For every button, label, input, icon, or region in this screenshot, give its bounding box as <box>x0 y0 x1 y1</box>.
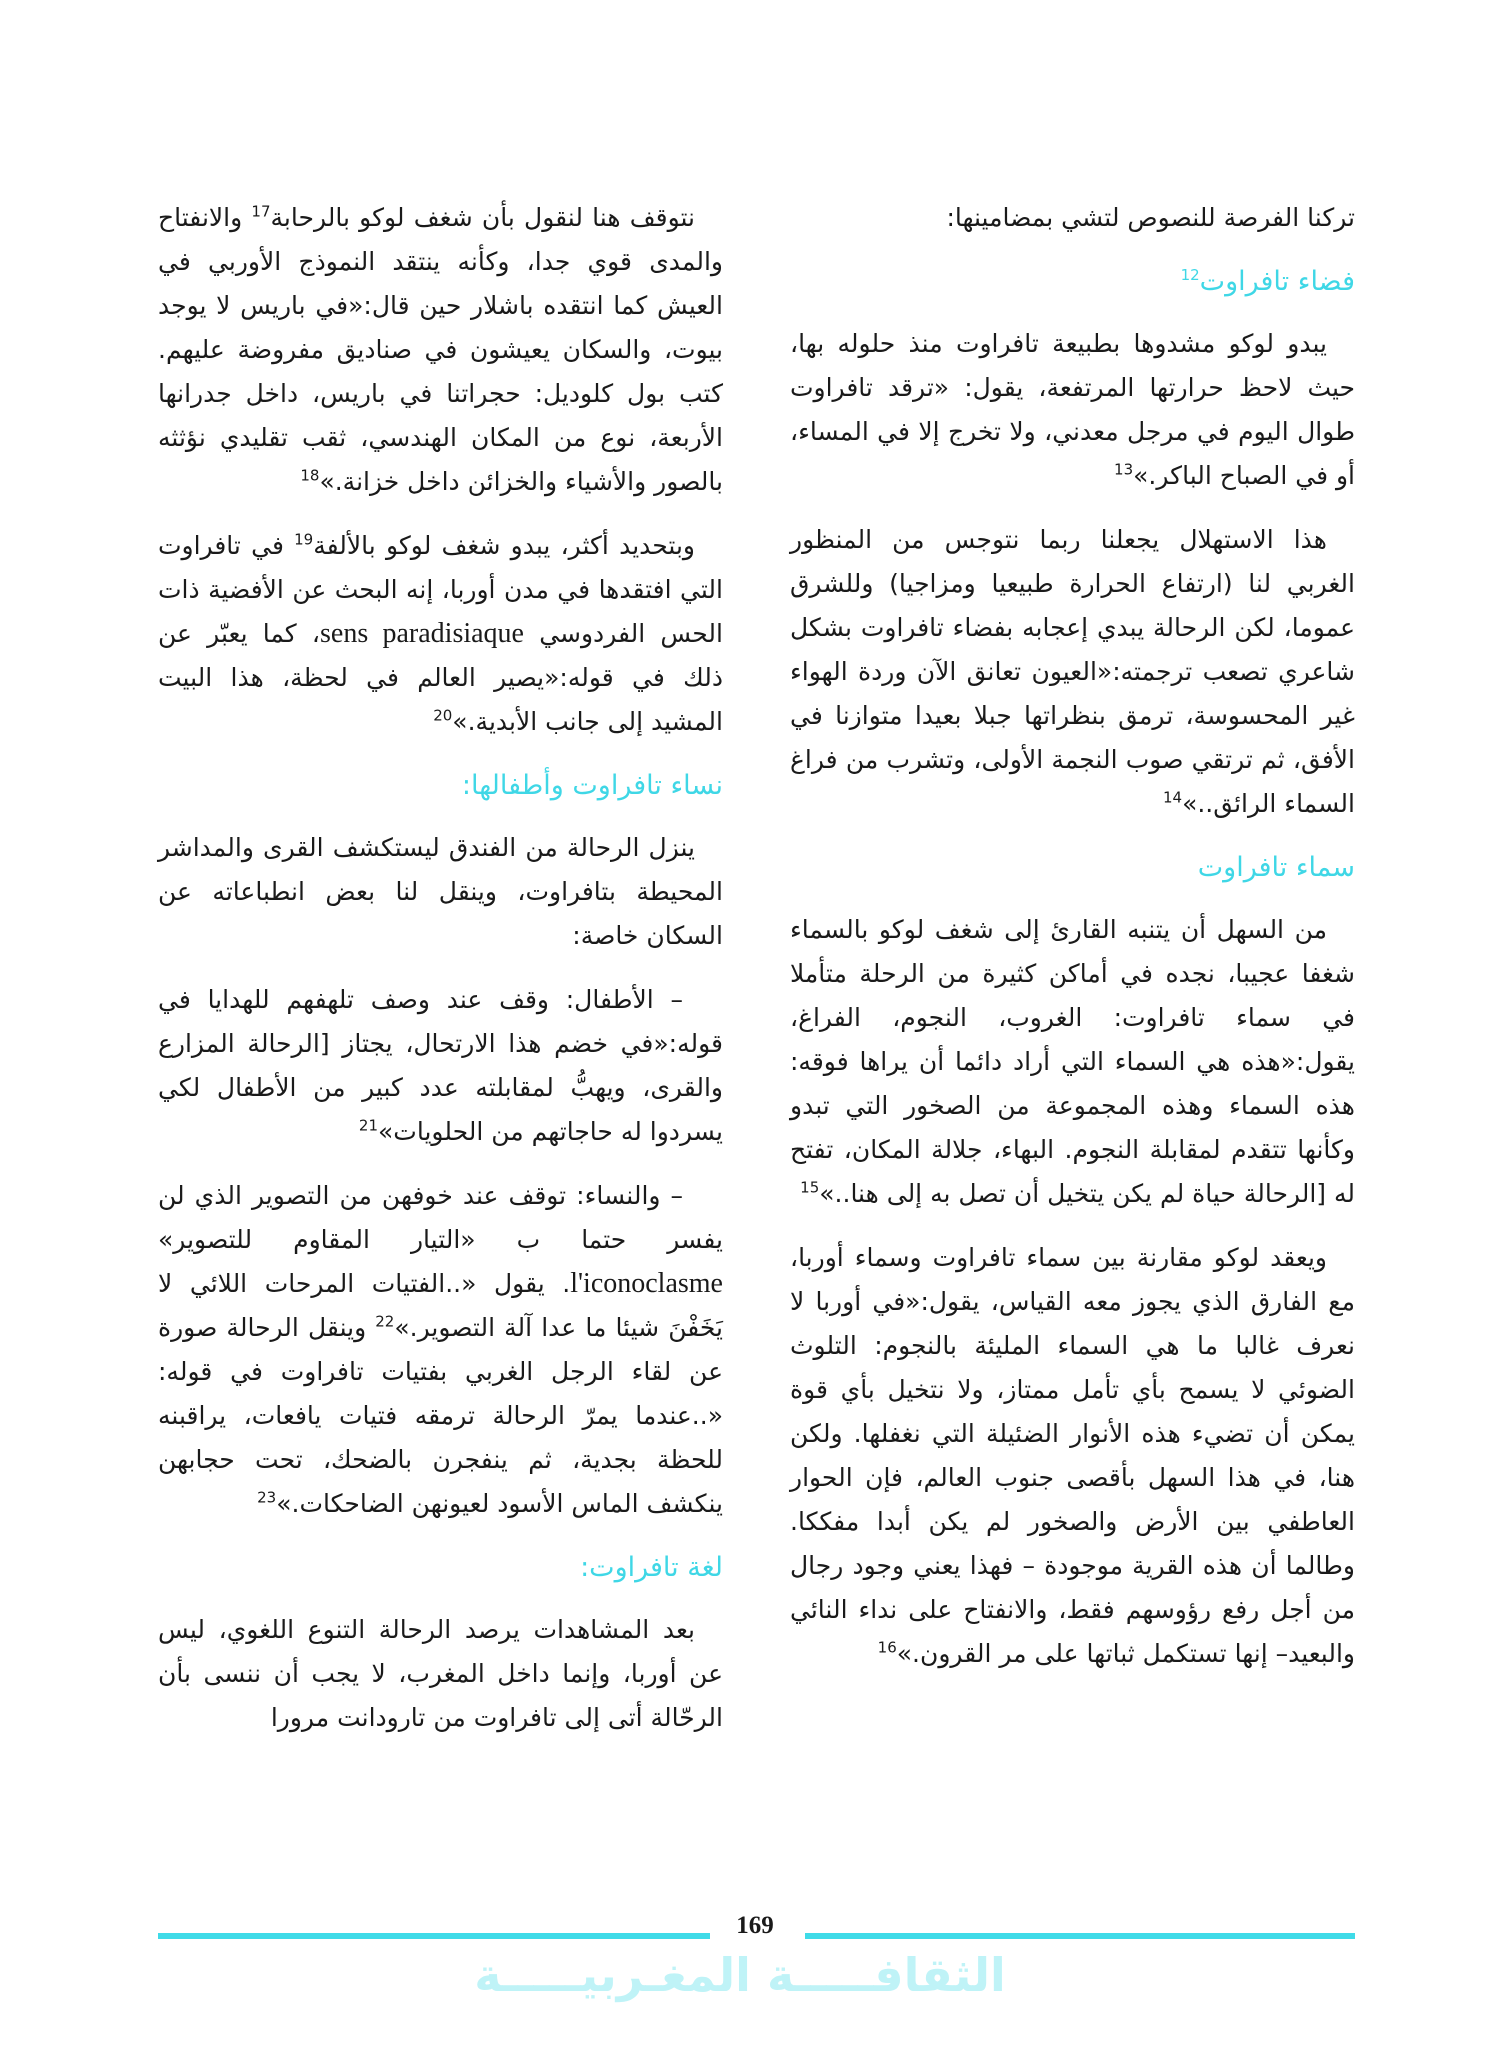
footnote-ref: 17 <box>251 202 271 221</box>
paragraph-text: في تافراوت التي افتقدها في مدن أوربا، إنه البحث عن الأفضية ذات الحس الفردوسي <box>158 531 723 648</box>
heading-text: سماء تافراوت <box>1197 852 1355 883</box>
footnote-ref: 21 <box>358 1116 378 1135</box>
heading-tafraout-sky <box>790 846 1355 890</box>
footer-rule-left <box>158 1933 710 1939</box>
intro-text: تركنا الفرصة للنصوص لتشي بمضامينها: <box>946 203 1355 232</box>
footnote-ref: 14 <box>1162 788 1183 807</box>
paragraph-text: من السهل أن يتنبه القارئ إلى شغف لوكو بالسماء شغفا عجيبا، نجده في أماكن كثيرة من الرحلة متأملا في سماء تافراوت: الغروب، النجوم، الفراغ، يقول:«هذه هي السماء التي أراد دائما أن يراها فوقه: هذه السماء وهذه المجموعة من الصخور التي تبدو وكأنها تتقدم لمقابلة النجوم. البهاء، جلالة المكان، تفتح له [الرحالة حياة لم يكن يتخيل أن تصل به إلى هنا..» <box>790 915 1355 1208</box>
paragraph-text: يبدو لوكو مشدوها بطبيعة تافراوت منذ حلوله بها، حيث لاحظ حرارتها المرتفعة، يقول: «ترقد تافراوت طوال اليوم في مرجل معدني، ولا تخرج إلا في المساء، أو في الصباح الباكر.» <box>790 329 1355 490</box>
right-column <box>790 196 1355 1696</box>
paragraph-text: وينقل الرحالة صورة عن لقاء الرجل الغربي بفتيات تافراوت في قوله: «..عندما يمرّ الرحالة ترمقه فتيات يافعات، يراقبنه للحظة بجدية، ثم ينفجرن بالضحك، تحت حجابهن ينكشف الماس الأسود لعيونهن الضاحكات.» <box>158 1313 723 1518</box>
paragraph <box>790 518 1355 826</box>
footnote-ref: 15 <box>800 1178 820 1197</box>
intro-line <box>790 196 1355 240</box>
paragraph <box>158 1174 723 1526</box>
paragraph-text: ، كما يعبّر عن ذلك في قوله:«يصير العالم في لحظة، هذا البيت المشيد إلى جانب الأبدية.» <box>158 619 723 736</box>
footer-rule-right <box>805 1933 1355 1939</box>
magazine-title: الثقافـــــة المغـربيـــــة <box>474 1948 1006 2002</box>
paragraph <box>158 196 723 504</box>
page-number: 169 <box>736 1912 774 1939</box>
latin-term: sens paradisiaque <box>320 618 524 649</box>
paragraph-text: وبتحديد أكثر، يبدو شغف لوكو بالألفة <box>313 531 695 560</box>
footnote-ref: 23 <box>257 1488 277 1507</box>
paragraph <box>158 1608 723 1740</box>
latin-term: l'iconoclasme <box>570 1268 723 1299</box>
paragraph-text: والانفتاح والمدى قوي جدا، وكأنه ينتقد النموذج الأوربي في العيش كما انتقده باشلار حين قال:«في باريس لا يوجد بيوت، والسكان يعيشون في صناديق مفروضة عليهم. كتب بول كلوديل: حجراتنا في باريس، داخل جدرانها الأربعة، نوع من المكان الهندسي، ثقب تقليدي نؤثثه بالصور والأشياء والخزائن داخل خزانة.» <box>158 203 723 496</box>
paragraph <box>790 1236 1355 1676</box>
left-column <box>158 196 723 1760</box>
paragraph <box>158 524 723 744</box>
paragraph <box>158 826 723 958</box>
paragraph <box>158 978 723 1154</box>
footnote-ref: 20 <box>433 706 453 725</box>
heading-tafraout-space <box>790 260 1355 304</box>
footnote-ref: 16 <box>877 1638 897 1657</box>
footnote-ref: 12 <box>1180 266 1200 284</box>
footnote-ref: 13 <box>1114 460 1134 479</box>
heading-text: لغة تافراوت: <box>580 1552 723 1583</box>
paragraph-text: . يقول «..الفتيات المرحات اللائي لا يَخَفْنَ شيئا ما عدا آلة التصوير.» <box>158 1269 723 1342</box>
paragraph-text: نتوقف هنا لنقول بأن شغف لوكو بالرحابة <box>270 203 695 232</box>
paragraph-text: هذا الاستهلال يجعلنا ربما نتوجس من المنظور الغربي لنا (ارتفاع الحرارة طبيعيا ومزاجيا) وللشرق عموما، لكن الرحالة يبدي إعجابه بفضاء تافراوت بشكل شاعري تصعب ترجمته:«العيون تعانق الآن وردة الهواء غير المحسوسة، ترمق بنظراتها جبلا بعيدا متوازنا في الأفق، ثم ترتقي صوب النجمة الأولى، وتشرب من فراغ السماء الرائق..» <box>790 525 1355 818</box>
paragraph-text: ويعقد لوكو مقارنة بين سماء تافراوت وسماء أوربا، مع الفارق الذي يجوز معه القياس، يقول:«في أوربا لا نعرف غالبا ما هي السماء المليئة بالنجوم: التلوث الضوئي لا يسمح بأي تأمل ممتاز، ولا نتخيل بأي قوة يمكن أن تضيء هذه الأنوار الضئيلة التي نغفلها. ولكن هنا، في هذا السهل بأقصى جنوب العالم، فإن الحوار العاطفي بين الأرض والصخور لم يكن أبدا مفككا. وطالما أن هذه القرية موجودة – فهذا يعني وجود رجال من أجل رفع رؤوسهم فقط، والانفتاح على نداء النائي والبعيد– إنها تستكمل ثباتها على مر القرون.» <box>790 1243 1355 1668</box>
paragraph-text: – والنساء: توقف عند خوفهن من التصوير الذي لن يفسر حتما ب «التيار المقاوم للتصوير» <box>158 1181 723 1254</box>
footnote-ref: 22 <box>375 1312 395 1331</box>
paragraph <box>790 322 1355 498</box>
footnote-ref: 18 <box>300 466 320 485</box>
paragraph-text: بعد المشاهدات يرصد الرحالة التنوع اللغوي، ليس عن أوربا، وإنما داخل المغرب، لا يجب أن ننسى بأن الرحّالة أتى إلى تافراوت من تارودانت مرورا <box>158 1615 723 1732</box>
heading-tafraout-language <box>158 1546 723 1590</box>
heading-text: نساء تافراوت وأطفالها: <box>461 770 723 801</box>
heading-text: فضاء تافراوت <box>1199 266 1355 297</box>
heading-women-children <box>158 764 723 808</box>
footnote-ref: 19 <box>294 530 314 549</box>
paragraph-text: ينزل الرحالة من الفندق ليستكشف القرى والمداشر المحيطة بتافراوت، وينقل لنا بعض انطباعاته عن السكان خاصة: <box>158 833 723 950</box>
paragraph <box>790 908 1355 1216</box>
paragraph-text: – الأطفال: وقف عند وصف تلهفهم للهدايا في قوله:«في خضم هذا الارتحال، يجتاز [الرحالة المزارع والقرى، ويهبُّ لمقابلته عدد كبير من الأطفال لكي يسردوا له حاجاتهم من الحلويات» <box>158 985 723 1146</box>
